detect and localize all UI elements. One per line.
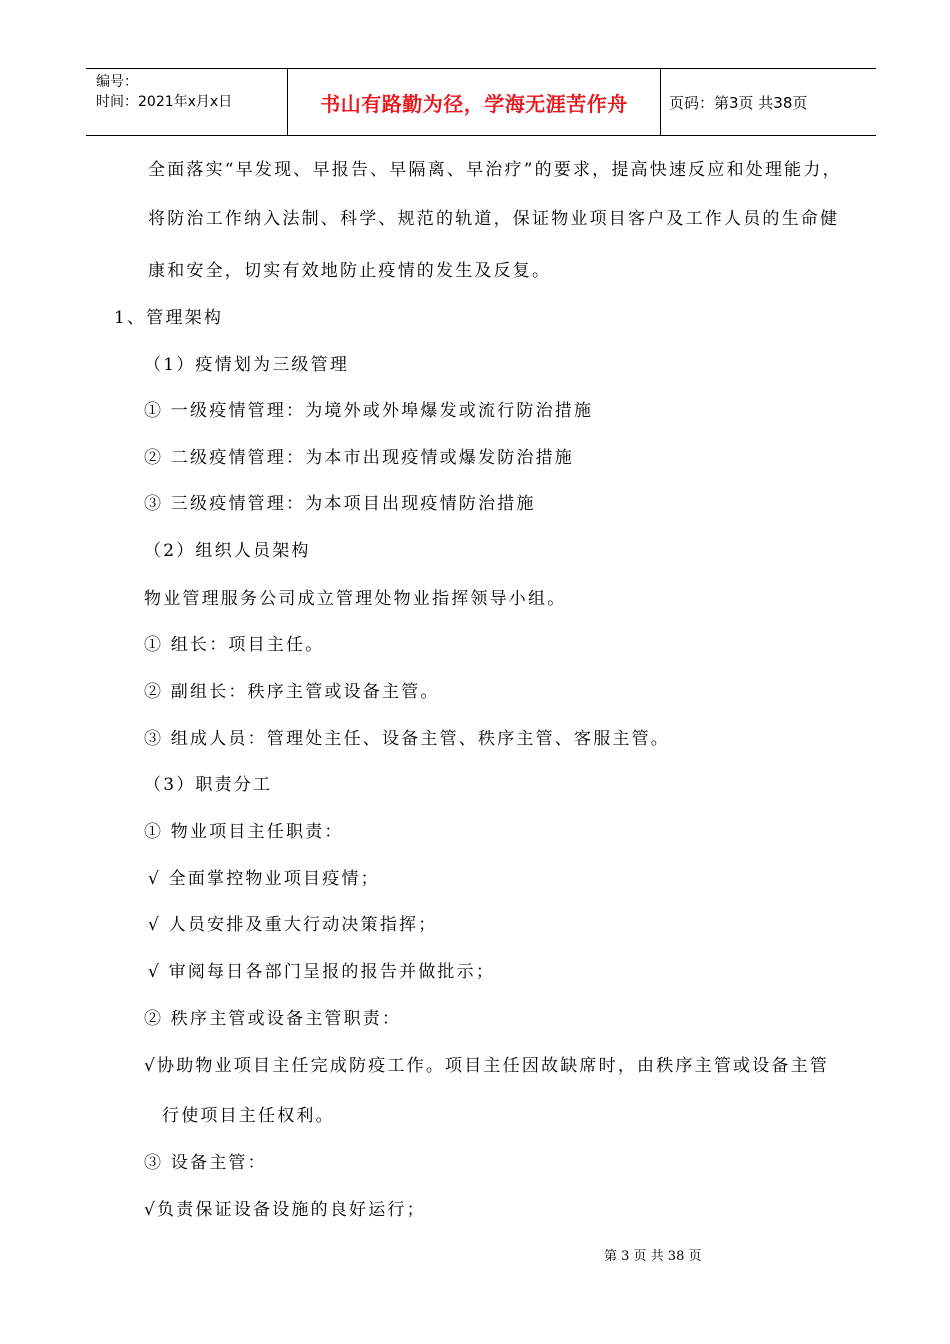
header-page-info: 页码：第3页 共38页 [669, 93, 808, 112]
subsection-heading: （1）疫情划为三级管理 [144, 355, 350, 375]
document-date: 时间：2021年x月x日 [96, 94, 233, 110]
subsection-heading: （2）组织人员架构 [144, 541, 311, 561]
list-item: ③ 组成人员：管理处主任、设备主管、秩序主管、客服主管。 [144, 729, 671, 749]
list-item: ① 一级疫情管理：为境外或外埠爆发或流行防治措施 [144, 401, 594, 421]
list-item: ③ 设备主管： [144, 1153, 267, 1173]
checklist-item: √ 人员安排及重大行动决策指挥； [148, 915, 438, 935]
body-line: 将防治工作纳入法制、科学、规范的轨道，保证物业项目客户及工作人员的生命健 [148, 209, 840, 229]
checklist-item: √ 审阅每日各部门呈报的报告并做批示； [148, 962, 496, 982]
page-header [86, 68, 876, 136]
body-line: 行使项目主任权利。 [162, 1106, 335, 1126]
checklist-item: √ 全面掌控物业项目疫情； [148, 869, 380, 889]
checklist-item: √负责保证设备设施的良好运行； [144, 1200, 426, 1220]
header-meta [86, 69, 288, 135]
page-footer: 第 3 页 共 38 页 [604, 1249, 702, 1264]
body-line: 康和安全，切实有效地防止疫情的发生及反复。 [148, 261, 552, 281]
header-motto: 书山有路勤为径，学海无涯苦作舟 [288, 69, 661, 135]
list-item: ① 物业项目主任职责： [144, 822, 344, 842]
document-number-label: 编号： [96, 74, 138, 90]
list-item: ① 组长：项目主任。 [144, 635, 325, 655]
body-line: 全面落实“早发现、早报告、早隔离、早治疗”的要求，提高快速反应和处理能力， [148, 160, 842, 180]
subsection-heading: （3）职责分工 [144, 775, 273, 795]
section-heading: 1、管理架构 [114, 308, 224, 328]
list-item: ② 二级疫情管理：为本市出现疫情或爆发防治措施 [144, 448, 575, 468]
list-item: ② 秩序主管或设备主管职责： [144, 1009, 402, 1029]
list-item: ② 副组长：秩序主管或设备主管。 [144, 682, 440, 702]
body-line: 物业管理服务公司成立管理处物业指挥领导小组。 [144, 589, 567, 609]
checklist-item: √协助物业项目主任完成防疫工作。项目主任因故缺席时，由秩序主管或设备主管 [144, 1056, 830, 1076]
list-item: ③ 三级疫情管理：为本项目出现疫情防治措施 [144, 494, 536, 514]
